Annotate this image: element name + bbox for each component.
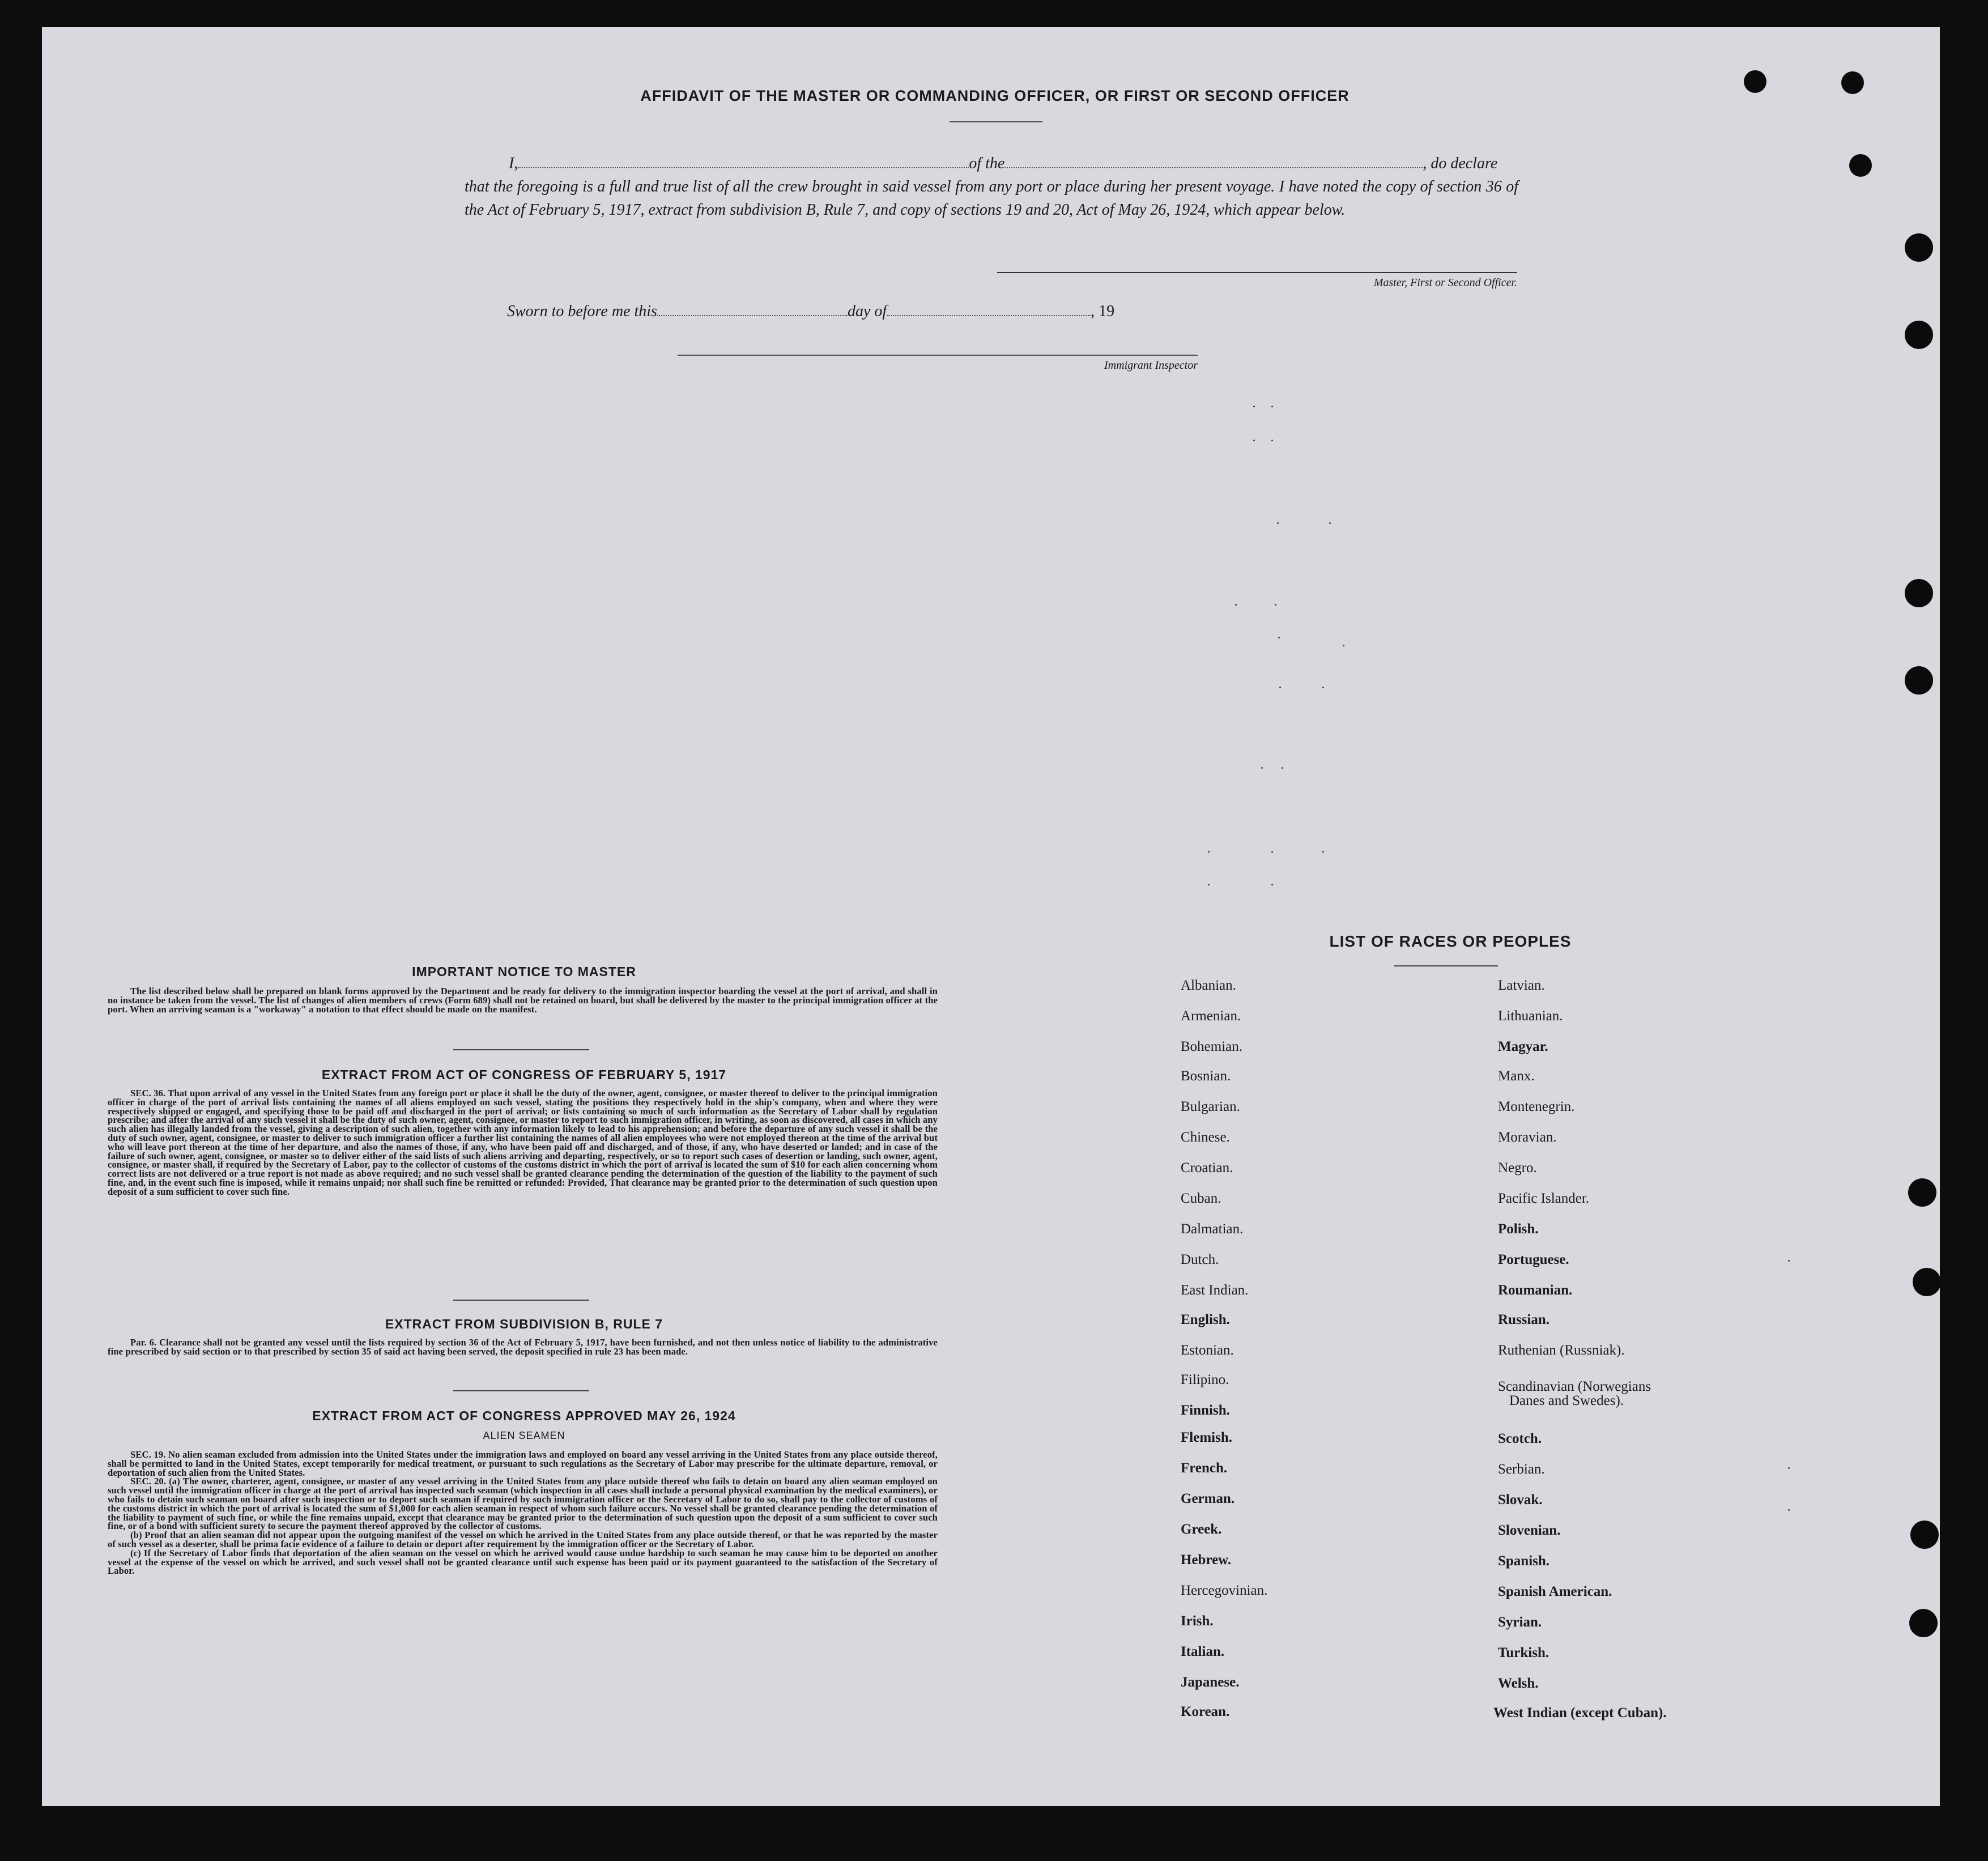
race-item: Finnish.: [1181, 1403, 1230, 1418]
race-item: Serbian.: [1498, 1462, 1545, 1477]
race-item: Moravian.: [1498, 1130, 1557, 1145]
stray-mark: [1271, 440, 1273, 441]
punch-hole: [1905, 666, 1933, 695]
stray-mark: [1282, 767, 1283, 769]
punch-hole: [1744, 70, 1766, 93]
race-item: Bohemian.: [1181, 1039, 1243, 1054]
race-item: Latvian.: [1498, 978, 1545, 993]
affidavit-declaration: [465, 152, 1518, 222]
punch-hole: [1841, 71, 1864, 94]
extract-rule7-title: EXTRACT FROM SUBDIVISION B, RULE 7: [385, 1317, 663, 1331]
day-of-label: day of: [847, 303, 887, 320]
race-item: Chinese.: [1181, 1130, 1230, 1145]
race-item: Greek.: [1181, 1522, 1222, 1537]
race-item: Portuguese.: [1498, 1252, 1569, 1267]
race-item: Irish.: [1181, 1613, 1214, 1629]
stray-mark: [1788, 1260, 1790, 1262]
race-item: Turkish.: [1498, 1645, 1549, 1660]
stray-mark: [1329, 522, 1331, 524]
stray-mark: [1279, 687, 1281, 688]
race-item: Bulgarian.: [1181, 1099, 1240, 1114]
race-item: Cuban.: [1181, 1191, 1221, 1206]
stray-mark: [1278, 637, 1280, 638]
race-item: West Indian (except Cuban).: [1493, 1705, 1667, 1721]
race-item: Filipino.: [1181, 1372, 1229, 1387]
punch-hole: [1905, 321, 1933, 349]
extract-rule7-text: Par. 6. Clearance shall not be granted any vessel until the lists required by section 36 of the Act of February 5, 1917, have been furnished, and not then unless notice of liability to the administrative fine prescribed by said section or to that prescribed by section 35 of said act having been served, the deposit specified in rule 23 has been made.: [108, 1337, 938, 1357]
race-item: French.: [1181, 1460, 1228, 1476]
race-item: Bosnian.: [1181, 1068, 1231, 1084]
stray-mark: [1788, 1509, 1790, 1511]
race-item: Spanish American.: [1498, 1584, 1612, 1599]
i-label: I,: [509, 155, 518, 172]
sworn-day-field[interactable]: [657, 300, 848, 316]
stray-mark: [1253, 406, 1255, 407]
race-item: Spanish.: [1498, 1553, 1550, 1569]
punch-hole: [1908, 1178, 1936, 1207]
vessel-field[interactable]: [1004, 152, 1423, 168]
sworn-line: [507, 300, 1114, 321]
stray-mark: [1271, 851, 1273, 853]
race-item: Hercegovinian.: [1181, 1583, 1268, 1598]
stray-mark: [1343, 645, 1344, 646]
race-item: Hebrew.: [1181, 1552, 1232, 1568]
stray-mark: [1261, 767, 1263, 769]
race-item: Dalmatian.: [1181, 1221, 1244, 1237]
inspector-caption: Immigrant Inspector: [1104, 359, 1198, 372]
punch-hole: [1913, 1268, 1941, 1296]
race-item: Japanese.: [1181, 1675, 1240, 1690]
affidavit-title: AFFIDAVIT OF THE MASTER OR COMMANDING OFFICER, OR FIRST OR SECOND OFFICER: [640, 87, 1350, 104]
race-item: Albanian.: [1181, 978, 1236, 993]
race-item: Slovenian.: [1498, 1523, 1561, 1538]
inspector-signature-line[interactable]: [678, 355, 1198, 356]
stray-mark: [1235, 604, 1237, 606]
stray-mark: [1208, 851, 1210, 853]
stray-mark: [1253, 440, 1255, 441]
race-item: Roumanian.: [1498, 1283, 1573, 1298]
race-item: Slovak.: [1498, 1492, 1543, 1507]
punch-hole: [1849, 154, 1872, 177]
race-item: English.: [1181, 1312, 1230, 1327]
race-item: Armenian.: [1181, 1008, 1241, 1024]
declare-label: , do declare: [1423, 155, 1498, 172]
race-item: Polish.: [1498, 1221, 1539, 1237]
race-item: Estonian.: [1181, 1343, 1234, 1358]
extract-1924-subtitle: ALIEN SEAMEN: [483, 1430, 565, 1441]
race-item: Pacific Islander.: [1498, 1191, 1590, 1206]
race-item: Dutch.: [1181, 1252, 1219, 1267]
sec-20a-text: SEC. 20. (a) The owner, charterer, agent, consignee, or master of any vessel arriving in the United States from any place outside thereof who fails to detain on board any alien seaman employed on such vessel until the immigration officer in charge at the port of arrival has inspected such seaman (which inspection in all cases shall include a personal physical examination by the medical examiners), or who fails to detain such seaman on board after such inspection or to deport such seaman if required by such immigration officer or the Secretary of Labor to do so, shall pay to the collector of customs of the customs district in which the port of arrival is located the sum of $1,000 for each alien seaman in respect of whom such failure occurs. No vessel shall be granted clearance pending the determination of the liability to payment of such fine, or while the fine remains unpaid, except that clearance may be granted prior to the determination of such question upon the deposit of a sum sufficient to cover such fine, or of a bond with sufficient surety to secure the payment thereof approved by the collector of customs.: [108, 1476, 938, 1532]
sworn-month-field[interactable]: [887, 300, 1091, 316]
stray-mark: [1208, 884, 1210, 885]
sec-20c-text: (c) If the Secretary of Labor finds that deportation of the alien seaman on the vessel on which he arrived would cause undue hardship to such seaman he may cause him to be deported on another vessel at the expense of the vessel on which he arrived, and such vessel shall not be granted clearance until such expense has been paid or its payment guaranteed to the satisfaction of the Secretary of Labor.: [108, 1547, 938, 1577]
stray-mark: [1271, 884, 1273, 885]
stray-mark: [1322, 687, 1324, 688]
stray-mark: [1277, 522, 1279, 524]
extract-1924-text: [108, 1450, 938, 1575]
race-item: Lithuanian.: [1498, 1008, 1563, 1024]
race-item: East Indian.: [1181, 1283, 1249, 1298]
extract-1917-text: SEC. 36. That upon arrival of any vessel in the United States from any foreign port or place it shall be the duty of the owner, agent, consignee, or master thereof to deliver to the principal immigration officer in charge of the port of arrival lists containing the names of all aliens employed on such vessel, stating the positions they respectively hold in the ship's company, when and where they were respectively shipped or engaged, and specifying those to be paid off and discharged in the port of arrival; or lists containing so much of such information as the Secretary of Labor shall by regulation prescribe; and after the arrival of any such vessel it shall be the duty of such owner, agent, consignee, or master to report to such immigration officer, in writing, as soon as discovered, all cases in which any such alien has illegally landed from the vessel, giving a description of such alien, together with any information likely to lead to his apprehension; and before the departure of any such vessel it shall be the duty of such owner, agent, consignee, or master to deliver to such immigration officer a further list containing the names of all alien employees who were not employed thereon at the time of the arrival but who will leave port thereon at the time of her departure, and also the names of those, if any, who have been paid off and discharged, and of those, if any, who have deserted or landed; and in case of the failure of such owner, agent, consignee, or master so to deliver either of the said lists of such aliens arriving and departing, respectively, or so to report such cases of desertion or landing, such owner, agent, consignee, or master shall, if required by the Secretary of Labor, pay to the collector of customs of the customs district in which the port of arrival is located the sum of $10 for each alien concerning whom correct lists are not delivered or a true report is not made as above required; and no such vessel shall be granted clearance pending the determination of the question of the liability to the payment of such fine, and, in the event such fine is imposed, while it remains unpaid; nor shall such fine be remitted or refunded: Provided, That clearance may be granted prior to the determination of such question upon deposit of a sum sufficient to cover such fine.: [108, 1088, 938, 1197]
race-item: Danes and Swedes).: [1509, 1393, 1624, 1408]
race-item: Korean.: [1181, 1704, 1230, 1719]
punch-hole: [1910, 1521, 1939, 1549]
race-item: Croatian.: [1181, 1160, 1233, 1176]
sec-19-text: SEC. 19. No alien seaman excluded from admission into the United States under the immigration laws and employed on board any vessel arriving in the United States from any place outside thereof, shall be permitted to land in the United States, except temporarily for medical treatment, or pursuant to such regulations as the Secretary of Labor may prescribe for the ultimate departure, removal, or deportation of such alien from the United States.: [108, 1449, 938, 1478]
divider: [453, 1390, 589, 1391]
race-item: Welsh.: [1498, 1676, 1539, 1691]
punch-hole: [1905, 579, 1933, 607]
master-signature-line[interactable]: [997, 272, 1517, 273]
stray-mark: [1275, 604, 1276, 606]
race-item: Scotch.: [1498, 1431, 1542, 1446]
stray-mark: [1788, 1467, 1790, 1469]
year-label: , 19: [1091, 303, 1115, 320]
name-field[interactable]: [518, 152, 969, 168]
sworn-label: Sworn to before me this: [507, 303, 657, 320]
race-item: Syrian.: [1498, 1615, 1542, 1630]
notice-text: The list described below shall be prepared on blank forms approved by the Department and be ready for delivery to the immigration inspector boarding the vessel at the port of arrival, and shall in no instance be taken from the vessel. The list of changes of alien members of crews (Form 689) shall not be retained on board, but shall be delivered by the master to the principal immigration officer at the port. When an arriving seaman is a "workaway" a notation to that effect should be made on the manifest.: [108, 986, 938, 1015]
divider: [453, 1049, 589, 1050]
divider: [950, 121, 1042, 122]
race-item: Flemish.: [1181, 1430, 1232, 1445]
punch-hole: [1905, 233, 1933, 262]
extract-1924-title: EXTRACT FROM ACT OF CONGRESS APPROVED MAY 26, 1924: [312, 1408, 736, 1423]
race-item: Montenegrin.: [1498, 1099, 1575, 1114]
punch-hole: [1909, 1609, 1938, 1637]
race-item: Ruthenian (Russniak).: [1498, 1343, 1625, 1358]
races-title: LIST OF RACES OR PEOPLES: [1329, 932, 1572, 950]
notice-title: IMPORTANT NOTICE TO MASTER: [412, 964, 636, 979]
extract-1917-title: EXTRACT FROM ACT OF CONGRESS OF FEBRUARY 5, 1917: [321, 1067, 727, 1082]
race-item: Manx.: [1498, 1068, 1535, 1084]
race-item: Negro.: [1498, 1160, 1537, 1176]
divider: [453, 1300, 589, 1301]
race-item: Scandinavian (Norwegians: [1498, 1379, 1651, 1394]
divider: [1394, 965, 1498, 966]
race-item: Italian.: [1181, 1644, 1225, 1659]
sec-20b-text: (b) Proof that an alien seaman did not appear upon the outgoing manifest of the vessel on which he arrived in the United States from any place outside thereof, or that he was reported by the master of such vessel as a deserter, shall be prima facie evidence of a failure to detain or deport after requirement by the immigration officer or the Secretary of Labor.: [108, 1530, 938, 1549]
of-the-label: of the: [969, 155, 1005, 172]
race-item: German.: [1181, 1491, 1235, 1506]
affidavit-body-text: that the foregoing is a full and true list of all the crew brought in said vessel from any port or place during her present voyage. I have noted the copy of section 36 of the Act of February 5, 1917, extract from subdivision B, Rule 7, and copy of sections 19 and 20, Act of May 26, 1924, which appear below.: [465, 178, 1518, 219]
race-item: Magyar.: [1498, 1039, 1548, 1054]
master-signature-caption: Master, First or Second Officer.: [1373, 276, 1517, 289]
race-item: Russian.: [1498, 1312, 1550, 1327]
stray-mark: [1322, 851, 1324, 853]
stray-mark: [1271, 406, 1273, 407]
